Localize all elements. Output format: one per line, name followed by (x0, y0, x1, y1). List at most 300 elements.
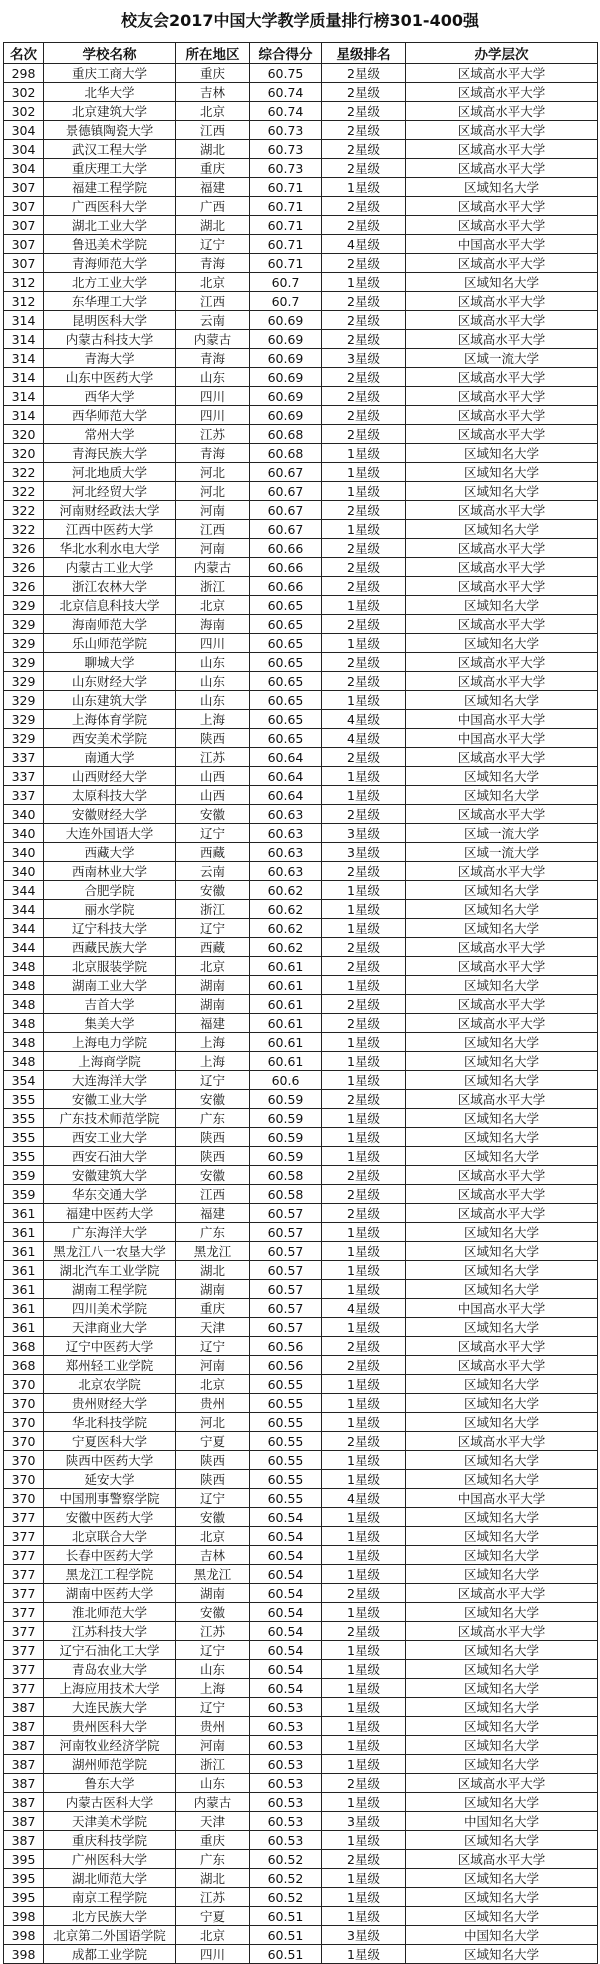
score-cell: 60.62 (250, 938, 322, 957)
table-row (4, 1280, 598, 1299)
rank-cell: 361 (4, 1299, 44, 1318)
score-cell: 60.73 (250, 140, 322, 159)
level-cell: 区域高水平大学 (406, 121, 598, 140)
table-row (4, 938, 598, 957)
region-cell: 北京 (176, 957, 250, 976)
region-cell: 青海 (176, 349, 250, 368)
table-row (4, 1698, 598, 1717)
school-name-cell: 内蒙古科技大学 (44, 330, 176, 349)
region-cell: 河北 (176, 482, 250, 501)
score-cell: 60.71 (250, 254, 322, 273)
star-rating-cell: 1星级 (322, 1394, 406, 1413)
star-rating-cell: 1星级 (322, 634, 406, 653)
star-rating-cell: 3星级 (322, 1926, 406, 1945)
star-rating-cell: 2星级 (322, 1622, 406, 1641)
score-cell: 60.71 (250, 216, 322, 235)
region-cell: 河南 (176, 1356, 250, 1375)
level-cell: 区域高水平大学 (406, 672, 598, 691)
star-rating-cell: 2星级 (322, 558, 406, 577)
school-name-cell: 安徽建筑大学 (44, 1166, 176, 1185)
rank-cell: 307 (4, 197, 44, 216)
level-cell: 区域知名大学 (406, 520, 598, 539)
school-name-cell: 上海体育学院 (44, 710, 176, 729)
star-rating-cell: 1星级 (322, 1717, 406, 1736)
region-cell: 广东 (176, 1223, 250, 1242)
table-row (4, 387, 598, 406)
rank-cell: 370 (4, 1375, 44, 1394)
school-name-cell: 中国刑事警察学院 (44, 1489, 176, 1508)
table-row (4, 1242, 598, 1261)
region-cell: 上海 (176, 1679, 250, 1698)
region-cell: 天津 (176, 1812, 250, 1831)
star-rating-cell: 2星级 (322, 1850, 406, 1869)
rank-cell: 322 (4, 463, 44, 482)
score-cell: 60.65 (250, 615, 322, 634)
score-cell: 60.73 (250, 121, 322, 140)
region-cell: 江苏 (176, 425, 250, 444)
region-cell: 广东 (176, 1850, 250, 1869)
level-cell: 中国高水平大学 (406, 710, 598, 729)
level-cell: 区域知名大学 (406, 786, 598, 805)
school-name-cell: 丽水学院 (44, 900, 176, 919)
level-cell: 区域知名大学 (406, 919, 598, 938)
star-rating-cell: 1星级 (322, 1109, 406, 1128)
score-cell: 60.59 (250, 1109, 322, 1128)
star-rating-cell: 1星级 (322, 273, 406, 292)
rank-cell: 355 (4, 1109, 44, 1128)
level-cell: 区域高水平大学 (406, 140, 598, 159)
column-header-rank: 名次 (4, 43, 44, 64)
table-row (4, 1641, 598, 1660)
school-name-cell: 广西医科大学 (44, 197, 176, 216)
table-row (4, 159, 598, 178)
table-row (4, 1907, 598, 1926)
region-cell: 四川 (176, 406, 250, 425)
level-cell: 区域高水平大学 (406, 615, 598, 634)
star-rating-cell: 1星级 (322, 1565, 406, 1584)
table-row (4, 862, 598, 881)
level-cell: 区域知名大学 (406, 482, 598, 501)
table-row (4, 881, 598, 900)
rank-cell: 398 (4, 1945, 44, 1964)
school-name-cell: 广东海洋大学 (44, 1223, 176, 1242)
region-cell: 山东 (176, 1660, 250, 1679)
level-cell: 区域知名大学 (406, 1071, 598, 1090)
region-cell: 江苏 (176, 748, 250, 767)
region-cell: 江西 (176, 292, 250, 311)
school-name-cell: 青海师范大学 (44, 254, 176, 273)
star-rating-cell: 1星级 (322, 1508, 406, 1527)
level-cell: 区域知名大学 (406, 1527, 598, 1546)
rank-cell: 344 (4, 900, 44, 919)
table-row (4, 691, 598, 710)
school-name-cell: 天津商业大学 (44, 1318, 176, 1337)
level-cell: 区域高水平大学 (406, 577, 598, 596)
level-cell: 区域知名大学 (406, 1280, 598, 1299)
table-row (4, 558, 598, 577)
table-row (4, 1850, 598, 1869)
school-name-cell: 江西中医药大学 (44, 520, 176, 539)
school-name-cell: 大连民族大学 (44, 1698, 176, 1717)
level-cell: 区域知名大学 (406, 1546, 598, 1565)
table-row (4, 1223, 598, 1242)
school-name-cell: 湖北工业大学 (44, 216, 176, 235)
score-cell: 60.52 (250, 1888, 322, 1907)
table-row (4, 121, 598, 140)
rank-cell: 387 (4, 1736, 44, 1755)
school-name-cell: 北京服装学院 (44, 957, 176, 976)
table-body (4, 64, 598, 1964)
school-name-cell: 河北经贸大学 (44, 482, 176, 501)
level-cell: 区域高水平大学 (406, 558, 598, 577)
school-name-cell: 西藏民族大学 (44, 938, 176, 957)
star-rating-cell: 2星级 (322, 368, 406, 387)
school-name-cell: 湖北汽车工业学院 (44, 1261, 176, 1280)
level-cell: 区域知名大学 (406, 1508, 598, 1527)
school-name-cell: 北京第二外国语学院 (44, 1926, 176, 1945)
table-row (4, 634, 598, 653)
region-cell: 浙江 (176, 577, 250, 596)
rank-cell: 314 (4, 368, 44, 387)
rank-cell: 340 (4, 843, 44, 862)
star-rating-cell: 1星级 (322, 976, 406, 995)
rank-cell: 302 (4, 83, 44, 102)
table-row (4, 1451, 598, 1470)
star-rating-cell: 1星级 (322, 1546, 406, 1565)
score-cell: 60.55 (250, 1394, 322, 1413)
level-cell: 区域高水平大学 (406, 368, 598, 387)
table-row (4, 1261, 598, 1280)
region-cell: 内蒙古 (176, 558, 250, 577)
level-cell: 区域高水平大学 (406, 159, 598, 178)
level-cell: 区域高水平大学 (406, 539, 598, 558)
school-name-cell: 武汉工程大学 (44, 140, 176, 159)
region-cell: 陕西 (176, 1147, 250, 1166)
school-name-cell: 青海大学 (44, 349, 176, 368)
star-rating-cell: 2星级 (322, 83, 406, 102)
level-cell: 区域高水平大学 (406, 330, 598, 349)
rank-cell: 329 (4, 710, 44, 729)
region-cell: 宁夏 (176, 1432, 250, 1451)
school-name-cell: 江苏科技大学 (44, 1622, 176, 1641)
school-name-cell: 贵州医科大学 (44, 1717, 176, 1736)
region-cell: 河南 (176, 501, 250, 520)
level-cell: 区域知名大学 (406, 1736, 598, 1755)
score-cell: 60.51 (250, 1907, 322, 1926)
score-cell: 60.69 (250, 349, 322, 368)
level-cell: 区域高水平大学 (406, 1166, 598, 1185)
region-cell: 陕西 (176, 1451, 250, 1470)
rank-cell: 361 (4, 1242, 44, 1261)
region-cell: 北京 (176, 596, 250, 615)
score-cell: 60.57 (250, 1204, 322, 1223)
rank-cell: 355 (4, 1147, 44, 1166)
rank-cell: 387 (4, 1831, 44, 1850)
school-name-cell: 黑龙江八一农垦大学 (44, 1242, 176, 1261)
level-cell: 区域知名大学 (406, 1603, 598, 1622)
rank-cell: 398 (4, 1907, 44, 1926)
score-cell: 60.59 (250, 1128, 322, 1147)
rank-cell: 312 (4, 292, 44, 311)
star-rating-cell: 2星级 (322, 387, 406, 406)
school-name-cell: 大连海洋大学 (44, 1071, 176, 1090)
region-cell: 上海 (176, 1052, 250, 1071)
rank-cell: 377 (4, 1679, 44, 1698)
star-rating-cell: 4星级 (322, 235, 406, 254)
school-name-cell: 湖北师范大学 (44, 1869, 176, 1888)
table-row (4, 330, 598, 349)
score-cell: 60.66 (250, 577, 322, 596)
school-name-cell: 北京农学院 (44, 1375, 176, 1394)
level-cell: 区域知名大学 (406, 1869, 598, 1888)
star-rating-cell: 1星级 (322, 1698, 406, 1717)
score-cell: 60.69 (250, 368, 322, 387)
star-rating-cell: 2星级 (322, 330, 406, 349)
score-cell: 60.51 (250, 1926, 322, 1945)
level-cell: 区域知名大学 (406, 1945, 598, 1964)
star-rating-cell: 1星级 (322, 444, 406, 463)
star-rating-cell: 3星级 (322, 1812, 406, 1831)
score-cell: 60.59 (250, 1090, 322, 1109)
level-cell: 区域知名大学 (406, 1147, 598, 1166)
school-name-cell: 大连外国语大学 (44, 824, 176, 843)
region-cell: 云南 (176, 862, 250, 881)
school-name-cell: 天津美术学院 (44, 1812, 176, 1831)
rank-cell: 326 (4, 539, 44, 558)
region-cell: 福建 (176, 1204, 250, 1223)
school-name-cell: 安徽财经大学 (44, 805, 176, 824)
star-rating-cell: 1星级 (322, 1280, 406, 1299)
score-cell: 60.65 (250, 729, 322, 748)
score-cell: 60.51 (250, 1945, 322, 1964)
star-rating-cell: 4星级 (322, 710, 406, 729)
school-name-cell: 重庆理工大学 (44, 159, 176, 178)
school-name-cell: 东华理工大学 (44, 292, 176, 311)
table-row (4, 1926, 598, 1945)
score-cell: 60.66 (250, 558, 322, 577)
region-cell: 青海 (176, 444, 250, 463)
star-rating-cell: 1星级 (322, 1907, 406, 1926)
score-cell: 60.54 (250, 1641, 322, 1660)
level-cell: 区域知名大学 (406, 1413, 598, 1432)
score-cell: 60.67 (250, 463, 322, 482)
level-cell: 区域知名大学 (406, 900, 598, 919)
table-row (4, 1489, 598, 1508)
star-rating-cell: 2星级 (322, 1204, 406, 1223)
star-rating-cell: 1星级 (322, 1071, 406, 1090)
region-cell: 青海 (176, 254, 250, 273)
star-rating-cell: 1星级 (322, 482, 406, 501)
table-row (4, 729, 598, 748)
rank-cell: 359 (4, 1185, 44, 1204)
rank-cell: 337 (4, 786, 44, 805)
score-cell: 60.55 (250, 1375, 322, 1394)
rank-cell: 307 (4, 216, 44, 235)
table-row (4, 1375, 598, 1394)
level-cell: 区域高水平大学 (406, 1584, 598, 1603)
score-cell: 60.63 (250, 824, 322, 843)
star-rating-cell: 2星级 (322, 425, 406, 444)
table-row (4, 463, 598, 482)
region-cell: 浙江 (176, 1755, 250, 1774)
score-cell: 60.54 (250, 1546, 322, 1565)
score-cell: 60.61 (250, 957, 322, 976)
school-name-cell: 山东建筑大学 (44, 691, 176, 710)
table-row (4, 767, 598, 786)
rank-cell: 348 (4, 957, 44, 976)
level-cell: 中国高水平大学 (406, 1299, 598, 1318)
level-cell: 区域高水平大学 (406, 64, 598, 83)
column-header-region: 所在地区 (176, 43, 250, 64)
score-cell: 60.7 (250, 292, 322, 311)
score-cell: 60.61 (250, 1052, 322, 1071)
region-cell: 陕西 (176, 1470, 250, 1489)
rank-cell: 304 (4, 121, 44, 140)
region-cell: 安徽 (176, 1603, 250, 1622)
school-name-cell: 北京信息科技大学 (44, 596, 176, 615)
rank-cell: 377 (4, 1660, 44, 1679)
school-name-cell: 鲁迅美术学院 (44, 235, 176, 254)
column-header-level: 办学层次 (406, 43, 598, 64)
star-rating-cell: 2星级 (322, 1584, 406, 1603)
score-cell: 60.52 (250, 1850, 322, 1869)
table-row (4, 577, 598, 596)
star-rating-cell: 2星级 (322, 1432, 406, 1451)
school-name-cell: 北京建筑大学 (44, 102, 176, 121)
score-cell: 60.57 (250, 1318, 322, 1337)
school-name-cell: 内蒙古医科大学 (44, 1793, 176, 1812)
star-rating-cell: 1星级 (322, 1603, 406, 1622)
table-row (4, 1546, 598, 1565)
score-cell: 60.55 (250, 1451, 322, 1470)
rank-cell: 329 (4, 691, 44, 710)
table-row (4, 1508, 598, 1527)
rank-cell: 340 (4, 824, 44, 843)
school-name-cell: 湖南工程学院 (44, 1280, 176, 1299)
table-row (4, 1413, 598, 1432)
school-name-cell: 长春中医药大学 (44, 1546, 176, 1565)
score-cell: 60.56 (250, 1337, 322, 1356)
score-cell: 60.56 (250, 1356, 322, 1375)
score-cell: 60.55 (250, 1413, 322, 1432)
level-cell: 区域知名大学 (406, 634, 598, 653)
region-cell: 湖南 (176, 976, 250, 995)
table-row (4, 292, 598, 311)
table-row (4, 976, 598, 995)
rank-cell: 302 (4, 102, 44, 121)
rank-cell: 348 (4, 995, 44, 1014)
table-row (4, 957, 598, 976)
table-row (4, 273, 598, 292)
table-row (4, 995, 598, 1014)
level-cell: 区域知名大学 (406, 463, 598, 482)
school-name-cell: 浙江农林大学 (44, 577, 176, 596)
rank-cell: 370 (4, 1451, 44, 1470)
score-cell: 60.59 (250, 1147, 322, 1166)
rank-cell: 348 (4, 976, 44, 995)
table-row (4, 1603, 598, 1622)
score-cell: 60.68 (250, 425, 322, 444)
star-rating-cell: 1星级 (322, 1736, 406, 1755)
level-cell: 中国知名大学 (406, 1812, 598, 1831)
level-cell: 区域高水平大学 (406, 425, 598, 444)
school-name-cell: 西安工业大学 (44, 1128, 176, 1147)
school-name-cell: 青海民族大学 (44, 444, 176, 463)
score-cell: 60.62 (250, 919, 322, 938)
table-row (4, 710, 598, 729)
level-cell: 区域高水平大学 (406, 995, 598, 1014)
score-cell: 60.54 (250, 1527, 322, 1546)
rank-cell: 337 (4, 767, 44, 786)
school-name-cell: 鲁东大学 (44, 1774, 176, 1793)
rank-cell: 361 (4, 1318, 44, 1337)
star-rating-cell: 2星级 (322, 957, 406, 976)
score-cell: 60.53 (250, 1755, 322, 1774)
table-row (4, 1356, 598, 1375)
rank-cell: 387 (4, 1717, 44, 1736)
rank-cell: 307 (4, 254, 44, 273)
star-rating-cell: 1星级 (322, 786, 406, 805)
table-row (4, 311, 598, 330)
rank-cell: 395 (4, 1850, 44, 1869)
level-cell: 区域知名大学 (406, 1128, 598, 1147)
rank-cell: 377 (4, 1546, 44, 1565)
star-rating-cell: 1星级 (322, 767, 406, 786)
star-rating-cell: 2星级 (322, 1090, 406, 1109)
school-name-cell: 福建工程学院 (44, 178, 176, 197)
school-name-cell: 合肥学院 (44, 881, 176, 900)
level-cell: 区域高水平大学 (406, 748, 598, 767)
star-rating-cell: 2星级 (322, 615, 406, 634)
school-name-cell: 集美大学 (44, 1014, 176, 1033)
level-cell: 区域知名大学 (406, 1470, 598, 1489)
level-cell: 区域知名大学 (406, 1831, 598, 1850)
school-name-cell: 上海电力学院 (44, 1033, 176, 1052)
level-cell: 区域知名大学 (406, 1755, 598, 1774)
region-cell: 黑龙江 (176, 1242, 250, 1261)
school-name-cell: 辽宁科技大学 (44, 919, 176, 938)
score-cell: 60.71 (250, 178, 322, 197)
table-row (4, 1109, 598, 1128)
table-row (4, 64, 598, 83)
score-cell: 60.57 (250, 1223, 322, 1242)
score-cell: 60.69 (250, 387, 322, 406)
rank-cell: 329 (4, 634, 44, 653)
region-cell: 江西 (176, 121, 250, 140)
region-cell: 内蒙古 (176, 330, 250, 349)
table-row (4, 1736, 598, 1755)
region-cell: 福建 (176, 178, 250, 197)
star-rating-cell: 2星级 (322, 1185, 406, 1204)
region-cell: 安徽 (176, 881, 250, 900)
level-cell: 中国高水平大学 (406, 1489, 598, 1508)
school-name-cell: 四川美术学院 (44, 1299, 176, 1318)
region-cell: 重庆 (176, 64, 250, 83)
table-row (4, 102, 598, 121)
rank-cell: 307 (4, 178, 44, 197)
star-rating-cell: 1星级 (322, 1375, 406, 1394)
region-cell: 江西 (176, 520, 250, 539)
score-cell: 60.65 (250, 710, 322, 729)
star-rating-cell: 3星级 (322, 824, 406, 843)
table-row (4, 1888, 598, 1907)
level-cell: 区域知名大学 (406, 1223, 598, 1242)
rank-cell: 377 (4, 1584, 44, 1603)
school-name-cell: 河南财经政法大学 (44, 501, 176, 520)
score-cell: 60.66 (250, 539, 322, 558)
score-cell: 60.52 (250, 1869, 322, 1888)
score-cell: 60.65 (250, 691, 322, 710)
